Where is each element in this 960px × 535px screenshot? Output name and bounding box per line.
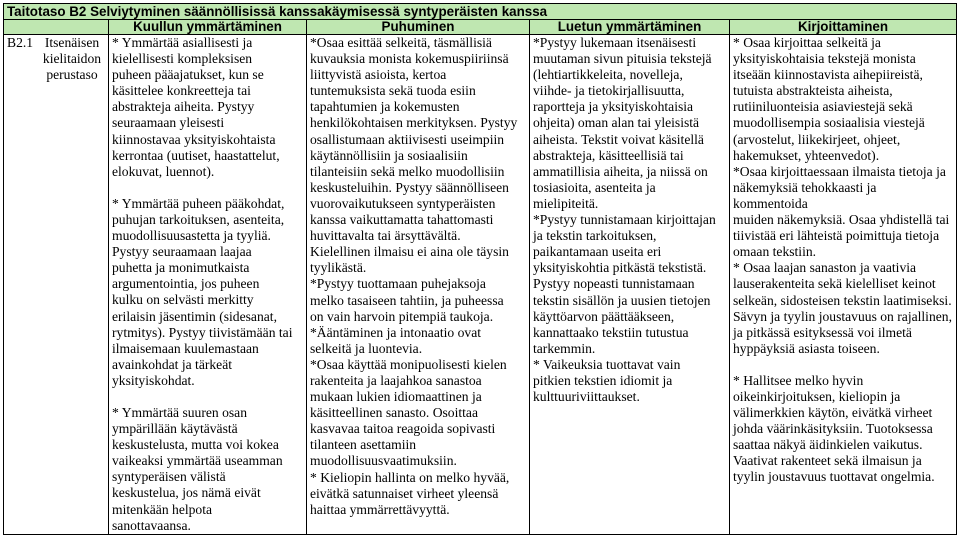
reading-cell [530, 35, 730, 535]
level-cell [4, 35, 109, 535]
listening-paragraph-1: * Ymmärtää asiallisesti ja kielellisesti kompleksisen puheen pääajatukset, kun se käsittelee konkreetteja tai abstrakteja aiheita. Pystyy seuraamaan yleisesti kiinnostavaa yksityiskohtaista kerrontaa (uutiset, haastattelut, elokuvat, luennot). [112, 35, 280, 179]
header-speaking: Puhuminen [307, 20, 530, 35]
listening-paragraph-3: * Ymmärtää suuren osan ympärillään käytävästä keskustelusta, mutta voi kokea vaikeaksi ymmärtää useamman syntyperäisen välistä keskustelua, jos nämä eivät mitenkään helpota sanottavaansa. [112, 404, 283, 533]
table-title: Taitotaso B2 Selviytyminen säännöllisissä kanssakäymisessä syntyperäisten kanssa [4, 4, 957, 20]
writing-paragraph-2: * Hallitsee melko hyvin oikeinkirjoituksen, kieliopin ja välimerkkien käytön, eivätkä virheet johda väärinkäsityksiin. Tuotoksessa saattaa näkyä äidinkielen vaikutus. Vaativat rakenteet sekä ilmaisun ja tyylin joustavuus tuottavat ongelmia. [733, 372, 935, 485]
level-code: B2.1 [7, 35, 34, 50]
paragraph-gap [112, 389, 303, 405]
paragraph-gap [112, 180, 303, 196]
skill-level-table [3, 3, 957, 535]
reading-paragraph: *Pystyy lukemaan itsenäisesti muutaman sivun pituisia tekstejä (lehtiartikkeleita, novelleja, viihde- ja tietokirjallisuutta, raportteja ja yksityiskohtaisia ohjeita) oman alan tai yleisistä aiheista. Tekstit voivat käsitellä abstrakteja, käsitteellisiä tai ammatillisia aiheita, ja niissä on tosiasioita, asenteita ja mielipiteitä. *Pystyy tunnistamaan kirjoittajan ja tekstin tarkoituksen, paikantamaan useita eri yksityiskohtia pitkästä tekstistä. Pystyy nopeasti tunnistamaan tekstin sisällön ja uusien tietojen käyttöarvon päättääkseen, kannattaako tekstiin tutustua tarkemmin. * Vaikeuksia tuottavat vain pitkien tekstien idiomit ja kulttuuriviittaukset. [533, 35, 716, 405]
writing-paragraph-1: * Osaa kirjoittaa selkeitä ja yksityiskohtaisia tekstejä monista itseään kiinnostavista aihepiireistä, tutuista abstrakteista aiheista, rutiiniluonteisia asiaviestejä sekä muodollisempia sosiaalisia viestejä (arvostelut, liikekirjeet, ohjeet, hakemukset, yhteenvedot). *Osaa kirjoittaessaan ilmaista tietoja ja näkemyksiä tehokkaasti ja kommentoida muiden näkemyksiä. Osaa yhdistellä tai tiivistää eri lähteistä poimittuja tietoja omaan tekstiin. * Osaa laajan sanaston ja vaativia lauserakenteita sekä kielelliset keinot selkeän, sidosteisen tekstin laatimiseksi. Sävyn ja tyylin joustavuus on rajallinen, ja pitkässä esityksessä voi ilmetä hyppäyksiä asiasta toiseen. [733, 35, 952, 356]
header-blank-cell [4, 20, 109, 35]
paragraph-gap [733, 357, 953, 373]
speaking-paragraph: *Osaa esittää selkeitä, täsmällisiä kuvauksia monista kokemuspiiriinsä liittyvistä asioista, kertoa tuntemuksista sekä tuoda esiin tapahtumien ja kokemusten henkilökohtaisen merkityksen. Pystyy osallistumaan aktiivisesti useimpiin käytännöllisiin ja sosiaalisiin tilanteisiin sekä melko muodollisiin keskusteluihin. Pystyy säännölliseen vuorovaikutukseen syntyperäisten kanssa vaikuttamatta tahattomasti huvittavalta tai ärsyttävältä. Kielellinen ilmaisu ei aina ole täysin tyylikästä. *Pystyy tuottamaan puhejaksoja melko tasaiseen tahtiin, ja puheessa on vain harvoin pitempiä taukoja. *Ääntäminen ja intonaatio ovat selkeitä ja luontevia. *Osaa käyttää monipuolisesti kielen rakenteita ja laajahkoa sanastoa mukaan lukien idiomaattinen ja käsitteellinen sanasto. Osoittaa kasvavaa taitoa reagoida sopivasti tilanteen asettamiin muodollisuusvaatimuksiin. * Kieliopin hallinta on melko hyvää, eivätkä satunnaiset virheet yleensä haittaa ymmärrettävyyttä. [310, 35, 518, 517]
writing-cell [730, 35, 957, 535]
title-row [4, 4, 957, 20]
header-reading: Luetun ymmärtäminen [530, 20, 730, 35]
level-row [4, 35, 957, 535]
header-listening: Kuullun ymmärtäminen [109, 20, 307, 35]
header-row [4, 20, 957, 35]
listening-cell [109, 35, 307, 535]
header-writing: Kirjoittaminen [730, 20, 957, 35]
level-name: Itsenäisen kielitaidon perustaso [42, 35, 102, 83]
listening-paragraph-2: * Ymmärtää puheen pääkohdat, puhujan tarkoituksen, asenteita, muodollisuusastetta ja tyyliä. Pystyy seuraamaan laajaa puhetta ja monimutkaista argumentointia, jos puheen kulku on selvästi merkitty erilaisin jäsentimin (sidesanat, rytmitys). Pystyy tiivistämään tai ilmaisemaan kuulemastaan avainkohdat ja tärkeät yksityiskohdat. [112, 195, 293, 388]
speaking-cell [307, 35, 530, 535]
